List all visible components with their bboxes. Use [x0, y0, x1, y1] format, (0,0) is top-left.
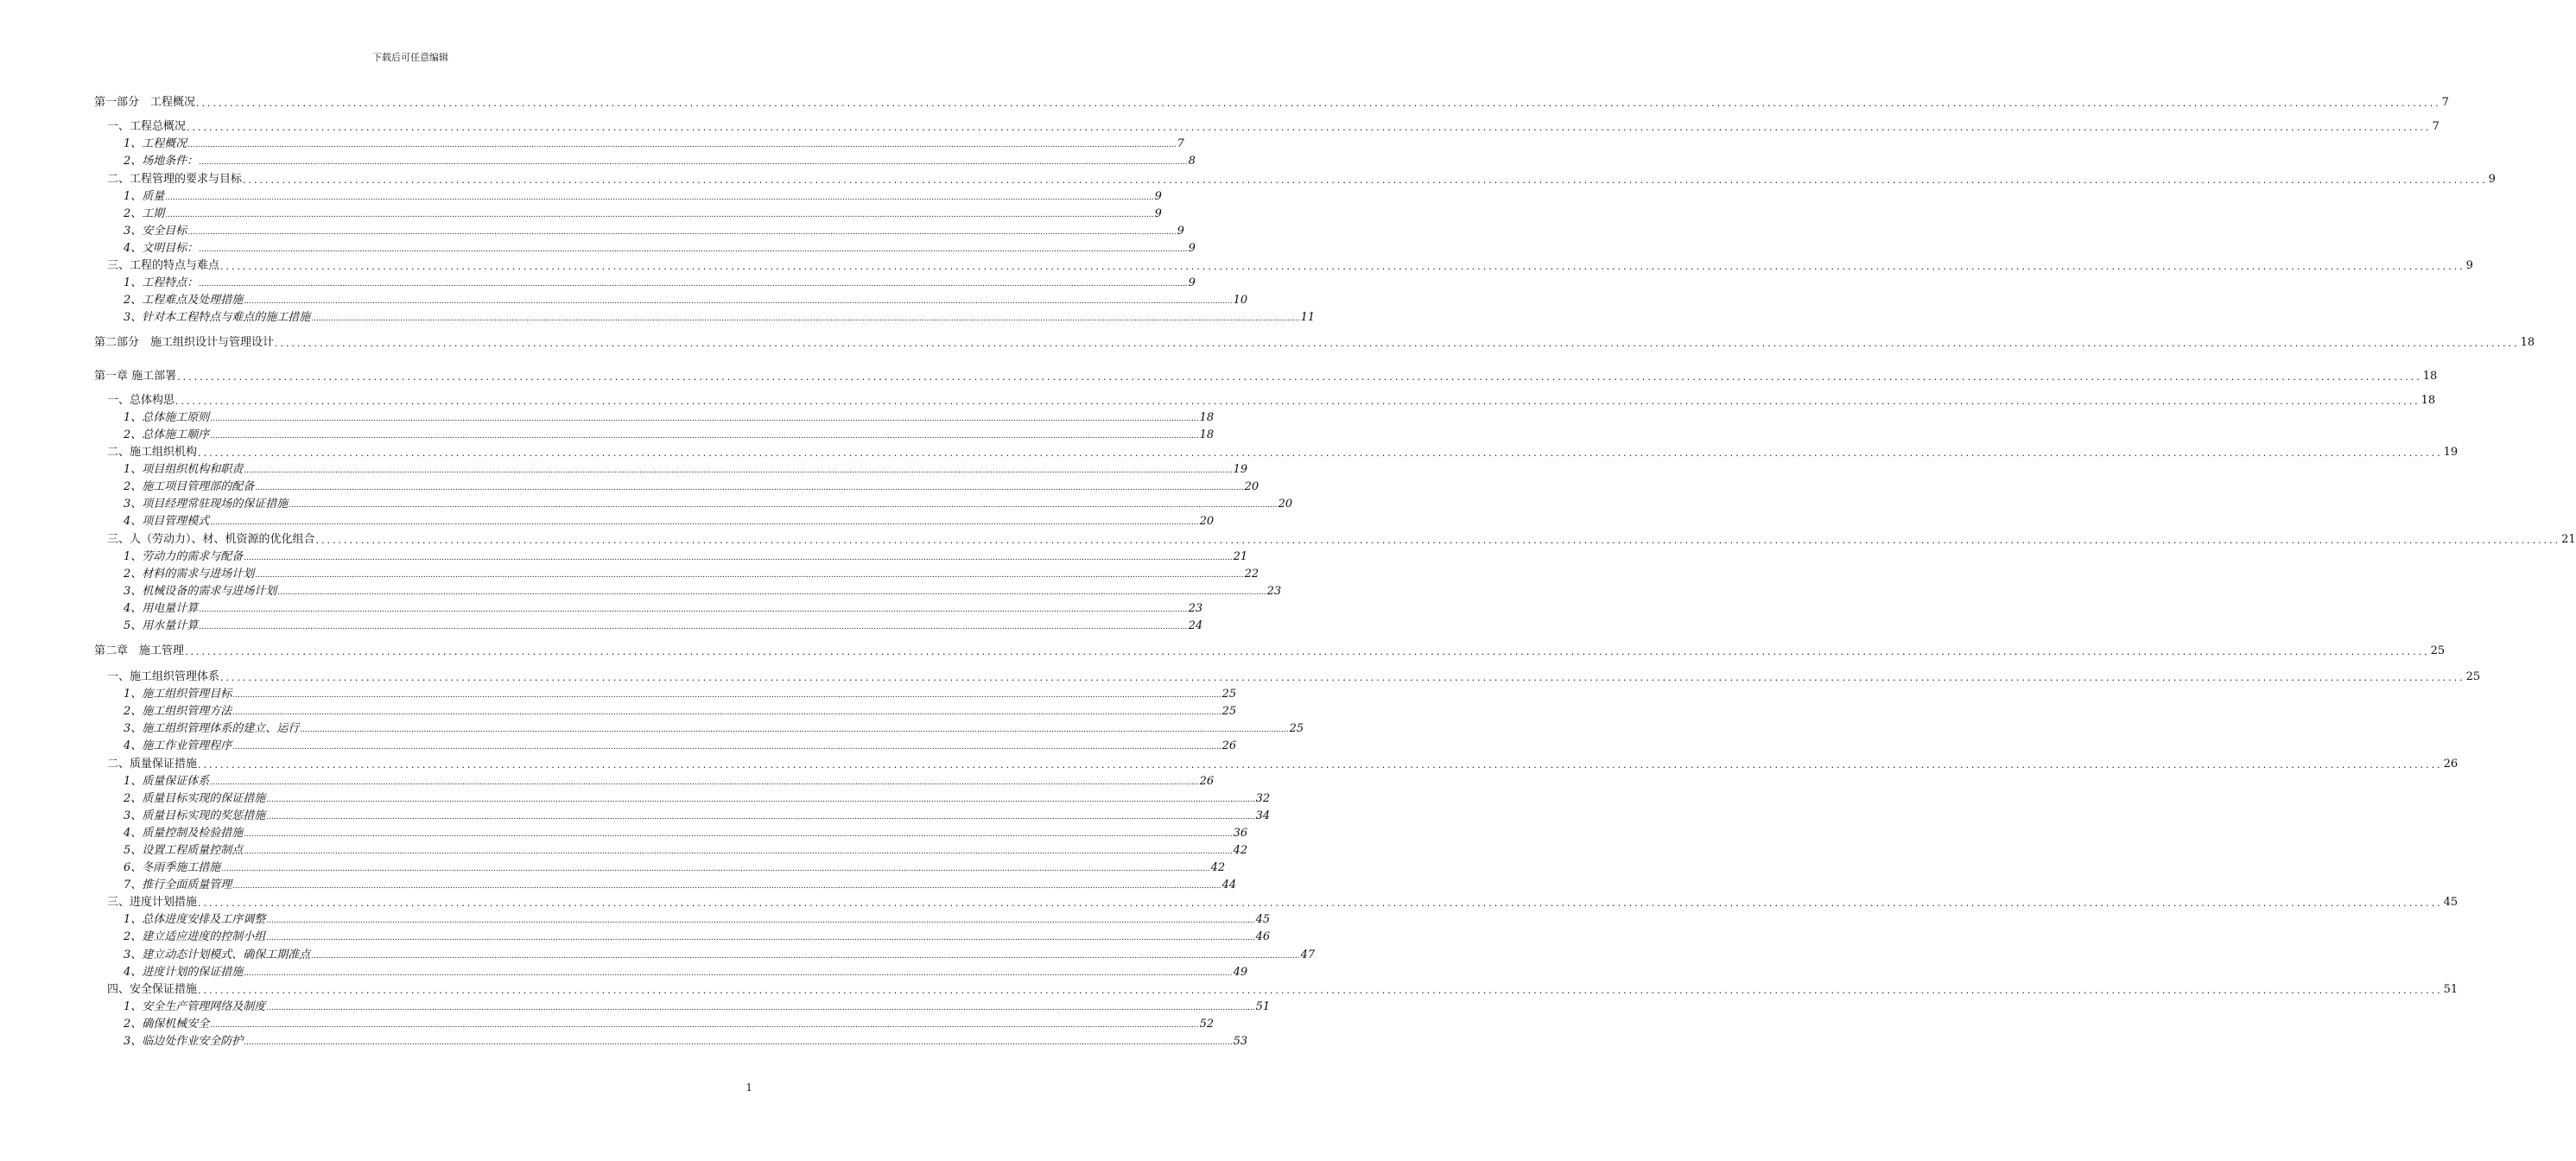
toc-entry[interactable] — [107, 979, 2459, 996]
toc-entry-page: 9 — [1188, 276, 1196, 289]
toc-entry-page: 25 — [2465, 670, 2481, 683]
toc-entry-label: 1、总体施工原则 — [124, 411, 210, 424]
toc-dot-leader: ................................................................................................................................................................................................................................................................................................................................................................................................................ — [244, 969, 1233, 978]
toc-entry[interactable] — [124, 857, 1226, 874]
toc-dot-leader: ................................................................................................................................................................................................................................................................................................................................................................................................................ — [266, 813, 1255, 822]
toc-entry-page: 20 — [1278, 498, 1293, 511]
toc-entry[interactable] — [94, 92, 2449, 109]
toc-entry[interactable] — [107, 168, 2496, 186]
toc-dot-leader: ................................................................................................................................................................................................................................................................................................................................................................................................................ — [244, 1038, 1233, 1047]
toc-entry-page: 20 — [1199, 515, 1215, 528]
page-header: 下载后可任意编辑 — [372, 52, 448, 63]
toc-dot-leader: ................................................................................................................................................................................................................................................................................................................................................................................................................ — [311, 314, 1300, 323]
toc-entry-label: 一、施工组织管理体系 — [107, 670, 220, 683]
toc-entry-page: 19 — [2443, 446, 2459, 459]
toc-dot-leader: ................................................................................................................................................................................................................................................................................................................................................................................................................ — [244, 466, 1233, 475]
toc-entry-page: 21 — [1233, 550, 1248, 563]
toc-entry[interactable] — [124, 615, 1203, 632]
toc-entry[interactable] — [124, 771, 1215, 788]
toc-entry-page: 24 — [1188, 619, 1203, 632]
toc-entry-label: 第二章 施工管理 — [94, 644, 185, 657]
toc-entry-page: 18 — [2421, 394, 2436, 407]
toc-dot-leader: ................................................................................................................................................................................................................................................................................................................................................................................................................ — [187, 228, 1177, 237]
toc-entry[interactable] — [124, 203, 1162, 220]
toc-entry[interactable] — [124, 735, 1237, 752]
toc-entry-label: 3、机械设备的需求与进场计划 — [124, 585, 277, 598]
toc-entry[interactable] — [107, 116, 2440, 133]
toc-entry-label: 3、安全目标 — [124, 225, 187, 238]
toc-entry[interactable] — [124, 874, 1237, 891]
toc-dot-leader: ................................................................................................................................................................................................................................................................................................................................................................................................................ — [244, 554, 1233, 562]
toc-entry-label: 5、设置工程质量控制点 — [124, 844, 244, 857]
toc-entry-label: 2、质量目标实现的保证措施 — [124, 792, 266, 805]
toc-entry-label: 1、项目组织机构和职责 — [124, 463, 244, 476]
toc-entry-label: 3、针对本工程特点与难点的施工措施 — [124, 311, 311, 324]
toc-dot-leader: ................................................................................................................................................................................................................................................................................................................................................................................................................ — [198, 759, 2443, 771]
toc-entry-label: 2、工程难点及处理措施 — [124, 294, 244, 307]
toc-entry[interactable] — [124, 1031, 1248, 1048]
toc-dot-leader: ................................................................................................................................................................................................................................................................................................................................................................................................................ — [243, 174, 2488, 186]
toc-entry-label: 5、用水量计算 — [124, 619, 199, 632]
toc-dot-leader: ................................................................................................................................................................................................................................................................................................................................................................................................................ — [199, 623, 1188, 631]
toc-entry-page: 9 — [1154, 190, 1162, 203]
toc-entry-label: 一、总体构思 — [107, 394, 175, 407]
toc-entry-page: 52 — [1199, 1018, 1215, 1031]
toc-entry-page: 23 — [1188, 602, 1203, 615]
toc-entry[interactable] — [124, 926, 1271, 943]
toc-entry-label: 4、进度计划的保证措施 — [124, 966, 244, 979]
toc-dot-leader: ................................................................................................................................................................................................................................................................................................................................................................................................................ — [220, 672, 2465, 683]
toc-entry[interactable] — [124, 909, 1271, 926]
toc-entry-label: 2、建立适应进度的控制小组 — [124, 930, 266, 943]
toc-entry-label: 四、安全保证措施 — [107, 983, 198, 996]
toc-entry[interactable] — [94, 640, 2446, 657]
toc-entry-label: 3、项目经理常驻现场的保证措施 — [124, 498, 289, 511]
toc-entry-label: 1、质量保证体系 — [124, 775, 210, 788]
toc-entry-label: 4、质量控制及检验措施 — [124, 827, 244, 840]
toc-entry-label: 1、工程概况 — [124, 137, 187, 150]
toc-dot-leader: ................................................................................................................................................................................................................................................................................................................................................................................................................ — [177, 371, 2422, 383]
toc-entry-label: 第二部分 施工组织设计与管理设计 — [94, 336, 275, 349]
toc-dot-leader: ................................................................................................................................................................................................................................................................................................................................................................................................................ — [165, 194, 1154, 202]
toc-entry-page: 53 — [1233, 1035, 1248, 1048]
toc-entry[interactable] — [124, 407, 1215, 424]
toc-dot-leader: ................................................................................................................................................................................................................................................................................................................................................................................................................ — [232, 882, 1221, 891]
toc-entry-label: 6、冬雨季施工措施 — [124, 861, 221, 874]
toc-entry-label: 第一部分 工程概况 — [94, 96, 196, 109]
toc-entry-page: 18 — [2520, 336, 2535, 349]
toc-entry[interactable] — [107, 891, 2459, 909]
toc-dot-leader: ................................................................................................................................................................................................................................................................................................................................................................................................................ — [199, 245, 1188, 254]
toc-entry[interactable] — [124, 511, 1215, 528]
toc-entry-page: 25 — [1221, 688, 1237, 701]
toc-entry-label: 2、确保机械安全 — [124, 1018, 210, 1031]
toc-entry[interactable] — [124, 220, 1184, 238]
toc-entry-page: 26 — [2443, 758, 2459, 771]
toc-entry-label: 1、工程特点： — [124, 276, 199, 289]
toc-entry-page: 11 — [1300, 311, 1316, 324]
toc-entry[interactable] — [124, 133, 1184, 150]
toc-entry[interactable] — [124, 805, 1271, 822]
toc-entry-label: 二、工程管理的要求与目标 — [107, 173, 243, 186]
toc-entry-label: 2、总体施工顺序 — [124, 428, 210, 441]
toc-entry-page: 45 — [2443, 896, 2459, 909]
toc-entry-label: 4、文明目标： — [124, 242, 199, 255]
toc-entry-label: 7、推行全面质量管理 — [124, 879, 232, 891]
toc-dot-leader: ................................................................................................................................................................................................................................................................................................................................................................................................................ — [289, 501, 1278, 510]
toc-entry-label: 2、材料的需求与进场计划 — [124, 568, 255, 580]
toc-dot-leader: ................................................................................................................................................................................................................................................................................................................................................................................................................ — [275, 338, 2520, 349]
toc-dot-leader: ................................................................................................................................................................................................................................................................................................................................................................................................................ — [244, 830, 1233, 839]
toc-entry-label: 4、施工作业管理程序 — [124, 739, 232, 752]
toc-entry[interactable] — [107, 666, 2481, 683]
toc-entry-label: 4、项目管理模式 — [124, 515, 210, 528]
toc-entry-label: 3、建立动态计划模式、确保工期准点 — [124, 948, 311, 961]
toc-entry-label: 第一章 施工部署 — [94, 370, 177, 383]
toc-entry-page: 42 — [1233, 844, 1248, 857]
toc-entry-page: 45 — [1255, 913, 1271, 926]
toc-entry-page: 10 — [1233, 294, 1248, 307]
toc-entry-label: 2、施工组织管理方法 — [124, 705, 232, 718]
toc-dot-leader: ................................................................................................................................................................................................................................................................................................................................................................................................................ — [232, 708, 1221, 717]
toc-dot-leader: ................................................................................................................................................................................................................................................................................................................................................................................................................ — [266, 934, 1255, 942]
toc-entry[interactable] — [124, 718, 1304, 735]
toc-dot-leader: ................................................................................................................................................................................................................................................................................................................................................................................................................ — [266, 796, 1255, 804]
toc-dot-leader: ................................................................................................................................................................................................................................................................................................................................................................................................................ — [196, 98, 2441, 109]
toc-entry[interactable] — [107, 390, 2436, 407]
toc-entry[interactable] — [124, 1013, 1215, 1031]
toc-entry[interactable] — [94, 332, 2535, 349]
toc-entry-page: 49 — [1233, 966, 1248, 979]
toc-entry-page: 42 — [1210, 861, 1226, 874]
toc-entry-label: 1、安全生产管理网络及制度 — [124, 1000, 266, 1013]
toc-entry[interactable] — [124, 289, 1248, 307]
toc-entry-page: 7 — [1177, 137, 1184, 150]
page-number: 1 — [746, 1082, 752, 1094]
toc-entry-page: 20 — [1244, 480, 1259, 493]
toc-entry-page: 9 — [1154, 207, 1162, 220]
toc-entry-page: 34 — [1255, 809, 1271, 822]
toc-dot-leader: ................................................................................................................................................................................................................................................................................................................................................................................................................ — [199, 280, 1188, 289]
toc-entry-page: 51 — [2443, 983, 2459, 996]
toc-entry-page: 46 — [1255, 930, 1271, 943]
toc-entry[interactable] — [124, 996, 1271, 1013]
toc-entry-page: 9 — [1188, 242, 1196, 255]
toc-dot-leader: ................................................................................................................................................................................................................................................................................................................................................................................................................ — [210, 1021, 1199, 1030]
toc-dot-leader: ................................................................................................................................................................................................................................................................................................................................................................................................................ — [210, 432, 1199, 441]
toc-entry[interactable] — [124, 598, 1203, 615]
toc-entry[interactable] — [124, 701, 1237, 718]
toc-entry[interactable] — [124, 788, 1271, 805]
toc-entry-label: 一、工程总概况 — [107, 120, 187, 133]
toc-dot-leader: ................................................................................................................................................................................................................................................................................................................................................................................................................ — [244, 297, 1233, 306]
toc-entry-page: 8 — [1188, 155, 1196, 168]
toc-dot-leader: ................................................................................................................................................................................................................................................................................................................................................................................................................ — [198, 898, 2443, 909]
toc-entry[interactable] — [107, 255, 2473, 272]
toc-entry[interactable] — [107, 441, 2459, 459]
toc-entry[interactable] — [94, 365, 2438, 383]
toc-dot-leader: ................................................................................................................................................................................................................................................................................................................................................................................................................ — [210, 778, 1199, 787]
toc-entry-page: 25 — [1289, 722, 1304, 735]
toc-dot-leader: ................................................................................................................................................................................................................................................................................................................................................................................................................ — [185, 646, 2430, 657]
toc-dot-leader: ................................................................................................................................................................................................................................................................................................................................................................................................................ — [198, 447, 2443, 459]
toc-dot-leader: ................................................................................................................................................................................................................................................................................................................................................................................................................ — [315, 535, 2561, 546]
toc-entry-page: 9 — [1177, 225, 1184, 238]
toc-dot-leader: ................................................................................................................................................................................................................................................................................................................................................................................................................ — [221, 865, 1210, 873]
toc-entry-page: 18 — [1199, 428, 1215, 441]
toc-entry[interactable] — [124, 840, 1248, 857]
toc-entry[interactable] — [124, 307, 1316, 324]
toc-entry-label: 3、施工组织管理体系的建立、运行 — [124, 722, 300, 735]
toc-entry-page: 18 — [1199, 411, 1215, 424]
toc-dot-leader: ................................................................................................................................................................................................................................................................................................................................................................................................................ — [255, 571, 1244, 580]
toc-dot-leader: ................................................................................................................................................................................................................................................................................................................................................................................................................ — [244, 847, 1233, 856]
toc-dot-leader: ................................................................................................................................................................................................................................................................................................................................................................................................................ — [232, 691, 1221, 700]
toc-entry[interactable] — [124, 272, 1196, 289]
toc-entry-label: 二、质量保证措施 — [107, 758, 198, 771]
toc-entry[interactable] — [124, 424, 1215, 441]
toc-dot-leader: ................................................................................................................................................................................................................................................................................................................................................................................................................ — [232, 743, 1221, 752]
toc-entry-label: 二、施工组织机构 — [107, 446, 198, 459]
toc-entry-page: 9 — [2465, 259, 2473, 272]
toc-entry-page: 23 — [1266, 585, 1282, 598]
toc-entry-page: 51 — [1255, 1000, 1271, 1013]
toc-entry-label: 1、施工组织管理目标 — [124, 688, 232, 701]
toc-entry[interactable] — [124, 944, 1316, 961]
toc-entry-label: 4、用电量计算 — [124, 602, 199, 615]
toc-dot-leader: ................................................................................................................................................................................................................................................................................................................................................................................................................ — [199, 606, 1188, 614]
toc-entry-page: 18 — [2422, 370, 2438, 383]
toc-dot-leader: ................................................................................................................................................................................................................................................................................................................................................................................................................ — [210, 415, 1199, 423]
toc-entry[interactable] — [124, 563, 1259, 580]
toc-dot-leader: ................................................................................................................................................................................................................................................................................................................................................................................................................ — [300, 726, 1289, 734]
toc-entry-page: 36 — [1233, 827, 1248, 840]
toc-entry-label: 2、施工项目管理部的配备 — [124, 480, 255, 493]
toc-entry-label: 三、进度计划措施 — [107, 896, 198, 909]
toc-entry-page: 7 — [2432, 120, 2440, 133]
toc-entry-page: 22 — [1244, 568, 1259, 580]
toc-entry-page: 25 — [1221, 705, 1237, 718]
toc-dot-leader: ................................................................................................................................................................................................................................................................................................................................................................................................................ — [187, 122, 2432, 133]
toc-entry[interactable] — [124, 459, 1248, 476]
toc-entry-page: 21 — [2561, 533, 2576, 546]
toc-entry-label: 1、质量 — [124, 190, 165, 203]
toc-entry[interactable] — [124, 546, 1248, 563]
toc-entry-page: 44 — [1221, 879, 1237, 891]
toc-entry-page: 32 — [1255, 792, 1271, 805]
toc-entry-page: 26 — [1221, 739, 1237, 752]
toc-entry-label: 1、劳动力的需求与配备 — [124, 550, 244, 563]
toc-dot-leader: ................................................................................................................................................................................................................................................................................................................................................................................................................ — [210, 518, 1199, 527]
toc-entry-label: 三、工程的特点与难点 — [107, 259, 220, 272]
toc-dot-leader: ................................................................................................................................................................................................................................................................................................................................................................................................................ — [187, 141, 1177, 149]
toc-entry[interactable] — [124, 476, 1259, 493]
toc-dot-leader: ................................................................................................................................................................................................................................................................................................................................................................................................................ — [220, 261, 2465, 272]
toc-entry[interactable] — [124, 580, 1282, 598]
toc-entry-page: 19 — [1233, 463, 1248, 476]
toc-entry-page: 9 — [2488, 173, 2496, 186]
toc-dot-leader: ................................................................................................................................................................................................................................................................................................................................................................................................................ — [255, 484, 1244, 492]
toc-entry[interactable] — [124, 238, 1196, 255]
toc-entry-label: 2、场地条件： — [124, 155, 199, 168]
toc-dot-leader: ................................................................................................................................................................................................................................................................................................................................................................................................................ — [199, 158, 1188, 167]
toc-entry-page: 25 — [2430, 644, 2446, 657]
toc-dot-leader: ................................................................................................................................................................................................................................................................................................................................................................................................................ — [175, 396, 2421, 407]
toc-dot-leader: ................................................................................................................................................................................................................................................................................................................................................................................................................ — [198, 985, 2443, 996]
toc-dot-leader: ................................................................................................................................................................................................................................................................................................................................................................................................................ — [277, 588, 1266, 597]
toc-entry[interactable] — [124, 822, 1248, 840]
toc-entry-label: 三、人（劳动力）、材、机资源的优化组合 — [107, 533, 315, 546]
toc-dot-leader: ................................................................................................................................................................................................................................................................................................................................................................................................................ — [266, 917, 1255, 925]
toc-dot-leader: ................................................................................................................................................................................................................................................................................................................................................................................................................ — [311, 952, 1300, 961]
toc-dot-leader: ................................................................................................................................................................................................................................................................................................................................................................................................................ — [165, 211, 1154, 219]
toc-entry-label: 1、总体进度安排及工序调整 — [124, 913, 266, 926]
toc-entry-label: 2、工期 — [124, 207, 165, 220]
toc-entry-label: 3、临边处作业安全防护 — [124, 1035, 244, 1048]
toc-entry[interactable] — [124, 150, 1196, 168]
toc-entry[interactable] — [124, 186, 1162, 203]
toc-entry-page: 47 — [1300, 948, 1316, 961]
toc-entry[interactable] — [124, 683, 1237, 701]
toc-entry-label: 3、质量目标实现的奖惩措施 — [124, 809, 266, 822]
toc-entry[interactable] — [107, 529, 2576, 546]
toc-entry-page: 7 — [2441, 96, 2449, 109]
toc-entry-page: 26 — [1199, 775, 1215, 788]
toc-dot-leader: ................................................................................................................................................................................................................................................................................................................................................................................................................ — [266, 1004, 1255, 1012]
toc-entry[interactable] — [124, 493, 1293, 511]
toc-entry[interactable] — [107, 753, 2459, 771]
toc-entry[interactable] — [124, 961, 1248, 979]
